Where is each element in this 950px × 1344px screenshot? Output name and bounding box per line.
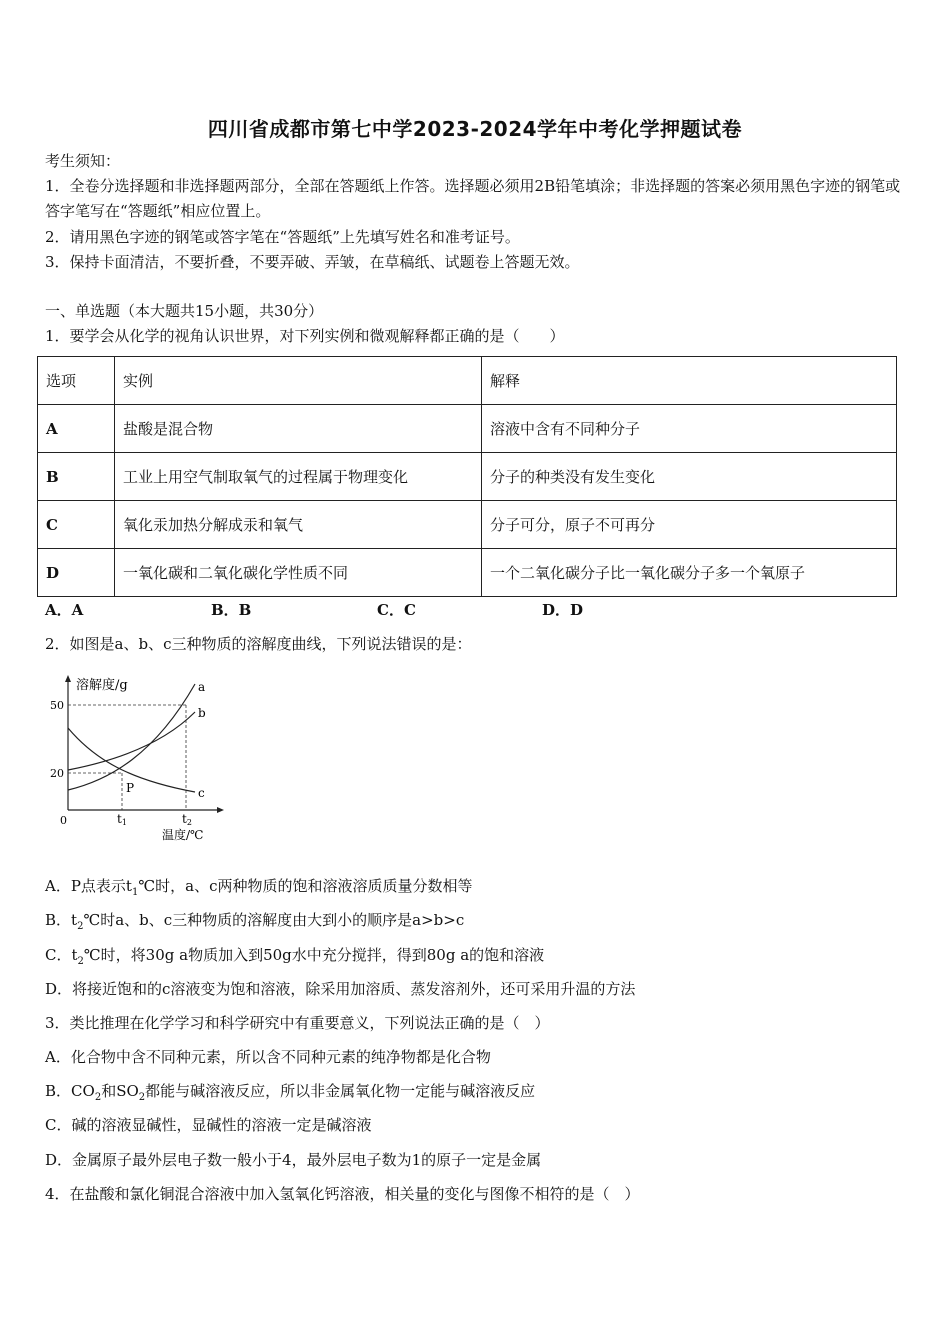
table-header-cell: 解释	[482, 357, 897, 405]
point-p-label: P	[126, 781, 135, 795]
table-header-row	[38, 357, 897, 405]
q2-option-a[interactable]: A．P点表示$t_1℃$时，a、c两种物质的饱和溶液溶质质量分数相等	[45, 877, 473, 898]
notice-item-3: 3．保持卡面清洁，不要折叠，不要弄破、弄皱，在草稿纸、试题卷上答题无效。	[45, 253, 580, 271]
table-cell: 分子可分，原子不可再分	[482, 501, 897, 549]
x-tick-t2: t2	[182, 812, 192, 827]
q2-option-c[interactable]: C．$t_2℃$时，将30g a物质加入到50g水中充分搅拌，得到80g a的饱和溶液	[45, 946, 545, 967]
table-row	[38, 501, 897, 549]
page-title: 四川省成都市第七中学2023-2024学年中考化学押题试卷	[207, 117, 743, 141]
section-heading: 一、单选题（本大题共15小题，共30分）	[45, 302, 324, 320]
table-row	[38, 549, 897, 597]
x-tick-t1: t1	[117, 812, 127, 827]
curve-b	[68, 712, 195, 770]
notice-heading: 考生须知：	[45, 152, 121, 170]
table-cell: 分子的种类没有发生变化	[482, 453, 897, 501]
curve-b-label: b	[198, 706, 206, 720]
x-axis-arrow-icon	[217, 807, 224, 813]
table-header-cell: 实例	[115, 357, 482, 405]
table-cell: 盐酸是混合物	[115, 405, 482, 453]
notice-item-1: 1．全卷分选择题和非选择题两部分，全部在答题纸上作答。选择题必须用2B铅笔填涂；非选择题的答案必须用黑色字迹的钢笔或答字笔写在“答题纸”相应位置上。	[45, 177, 901, 220]
table-cell: 氧化汞加热分解成汞和氧气	[115, 501, 482, 549]
q1-choice-d[interactable]: D．D	[542, 601, 584, 619]
q4-stem: 4．在盐酸和氯化铜混合溶液中加入氢氧化钙溶液，相关量的变化与图像不相符的是（ ）	[45, 1185, 640, 1203]
q1-table	[37, 356, 897, 597]
curve-c-label: c	[198, 786, 205, 800]
table-cell: 一氧化碳和二氧化碳化学性质不同	[115, 549, 482, 597]
q3-option-b[interactable]: B．$CO_2$和$SO_2$都能与碱溶液反应，所以非金属氧化物一定能与碱溶液反应	[45, 1082, 536, 1103]
q1-choice-b[interactable]: B．B	[211, 601, 252, 619]
notice-item-2: 2．请用黑色字迹的钢笔或答字笔在“答题纸”上先填写姓名和准考证号。	[45, 228, 520, 246]
table-cell: A	[38, 405, 115, 453]
table-cell: 溶液中含有不同种分子	[482, 405, 897, 453]
table-cell: B	[38, 453, 115, 501]
curve-a-label: a	[198, 680, 206, 694]
q1-choice-c[interactable]: C．C	[377, 601, 416, 619]
table-row	[38, 405, 897, 453]
y-axis-label: 溶解度/g	[76, 678, 128, 693]
x-axis-label: 温度/℃	[162, 828, 204, 842]
y-tick-50: 50	[50, 699, 64, 712]
table-cell: 工业上用空气制取氧气的过程属于物理变化	[115, 453, 482, 501]
q2-option-d[interactable]: D．将接近饱和的c溶液变为饱和溶液，除采用加溶质、蒸发溶剂外，还可采用升温的方法	[45, 980, 636, 998]
y-tick-20: 20	[50, 767, 64, 780]
q2-stem: 2．如图是a、b、c三种物质的溶解度曲线，下列说法错误的是：	[45, 635, 472, 653]
q2-option-b[interactable]: B．$t_2℃$时a、b、c三种物质的溶解度由大到小的顺序是a>b>c	[45, 911, 465, 932]
q3-option-a[interactable]: A．化合物中含不同种元素，所以含不同种元素的纯净物都是化合物	[45, 1048, 491, 1066]
origin-label: 0	[60, 814, 67, 827]
table-row	[38, 453, 897, 501]
table-cell: 一个二氧化碳分子比一氧化碳分子多一个氧原子	[482, 549, 897, 597]
q3-stem: 3．类比推理在化学学习和科学研究中有重要意义，下列说法正确的是（ ）	[45, 1014, 550, 1032]
table-cell: C	[38, 501, 115, 549]
table-cell: D	[38, 549, 115, 597]
q1-choice-a[interactable]: A．A	[45, 601, 84, 619]
q1-stem: 1．要学会从化学的视角认识世界，对下列实例和微观解释都正确的是（ ）	[45, 327, 565, 345]
q3-option-d[interactable]: D．金属原子最外层电子数一般小于4，最外层电子数为1的原子一定是金属	[45, 1151, 542, 1169]
q1-choices	[45, 599, 745, 619]
y-axis-arrow-icon	[65, 675, 71, 682]
solubility-graph	[40, 672, 230, 847]
q3-option-c[interactable]: C．碱的溶液显碱性，显碱性的溶液一定是碱溶液	[45, 1116, 372, 1134]
table-header-cell: 选项	[38, 357, 115, 405]
